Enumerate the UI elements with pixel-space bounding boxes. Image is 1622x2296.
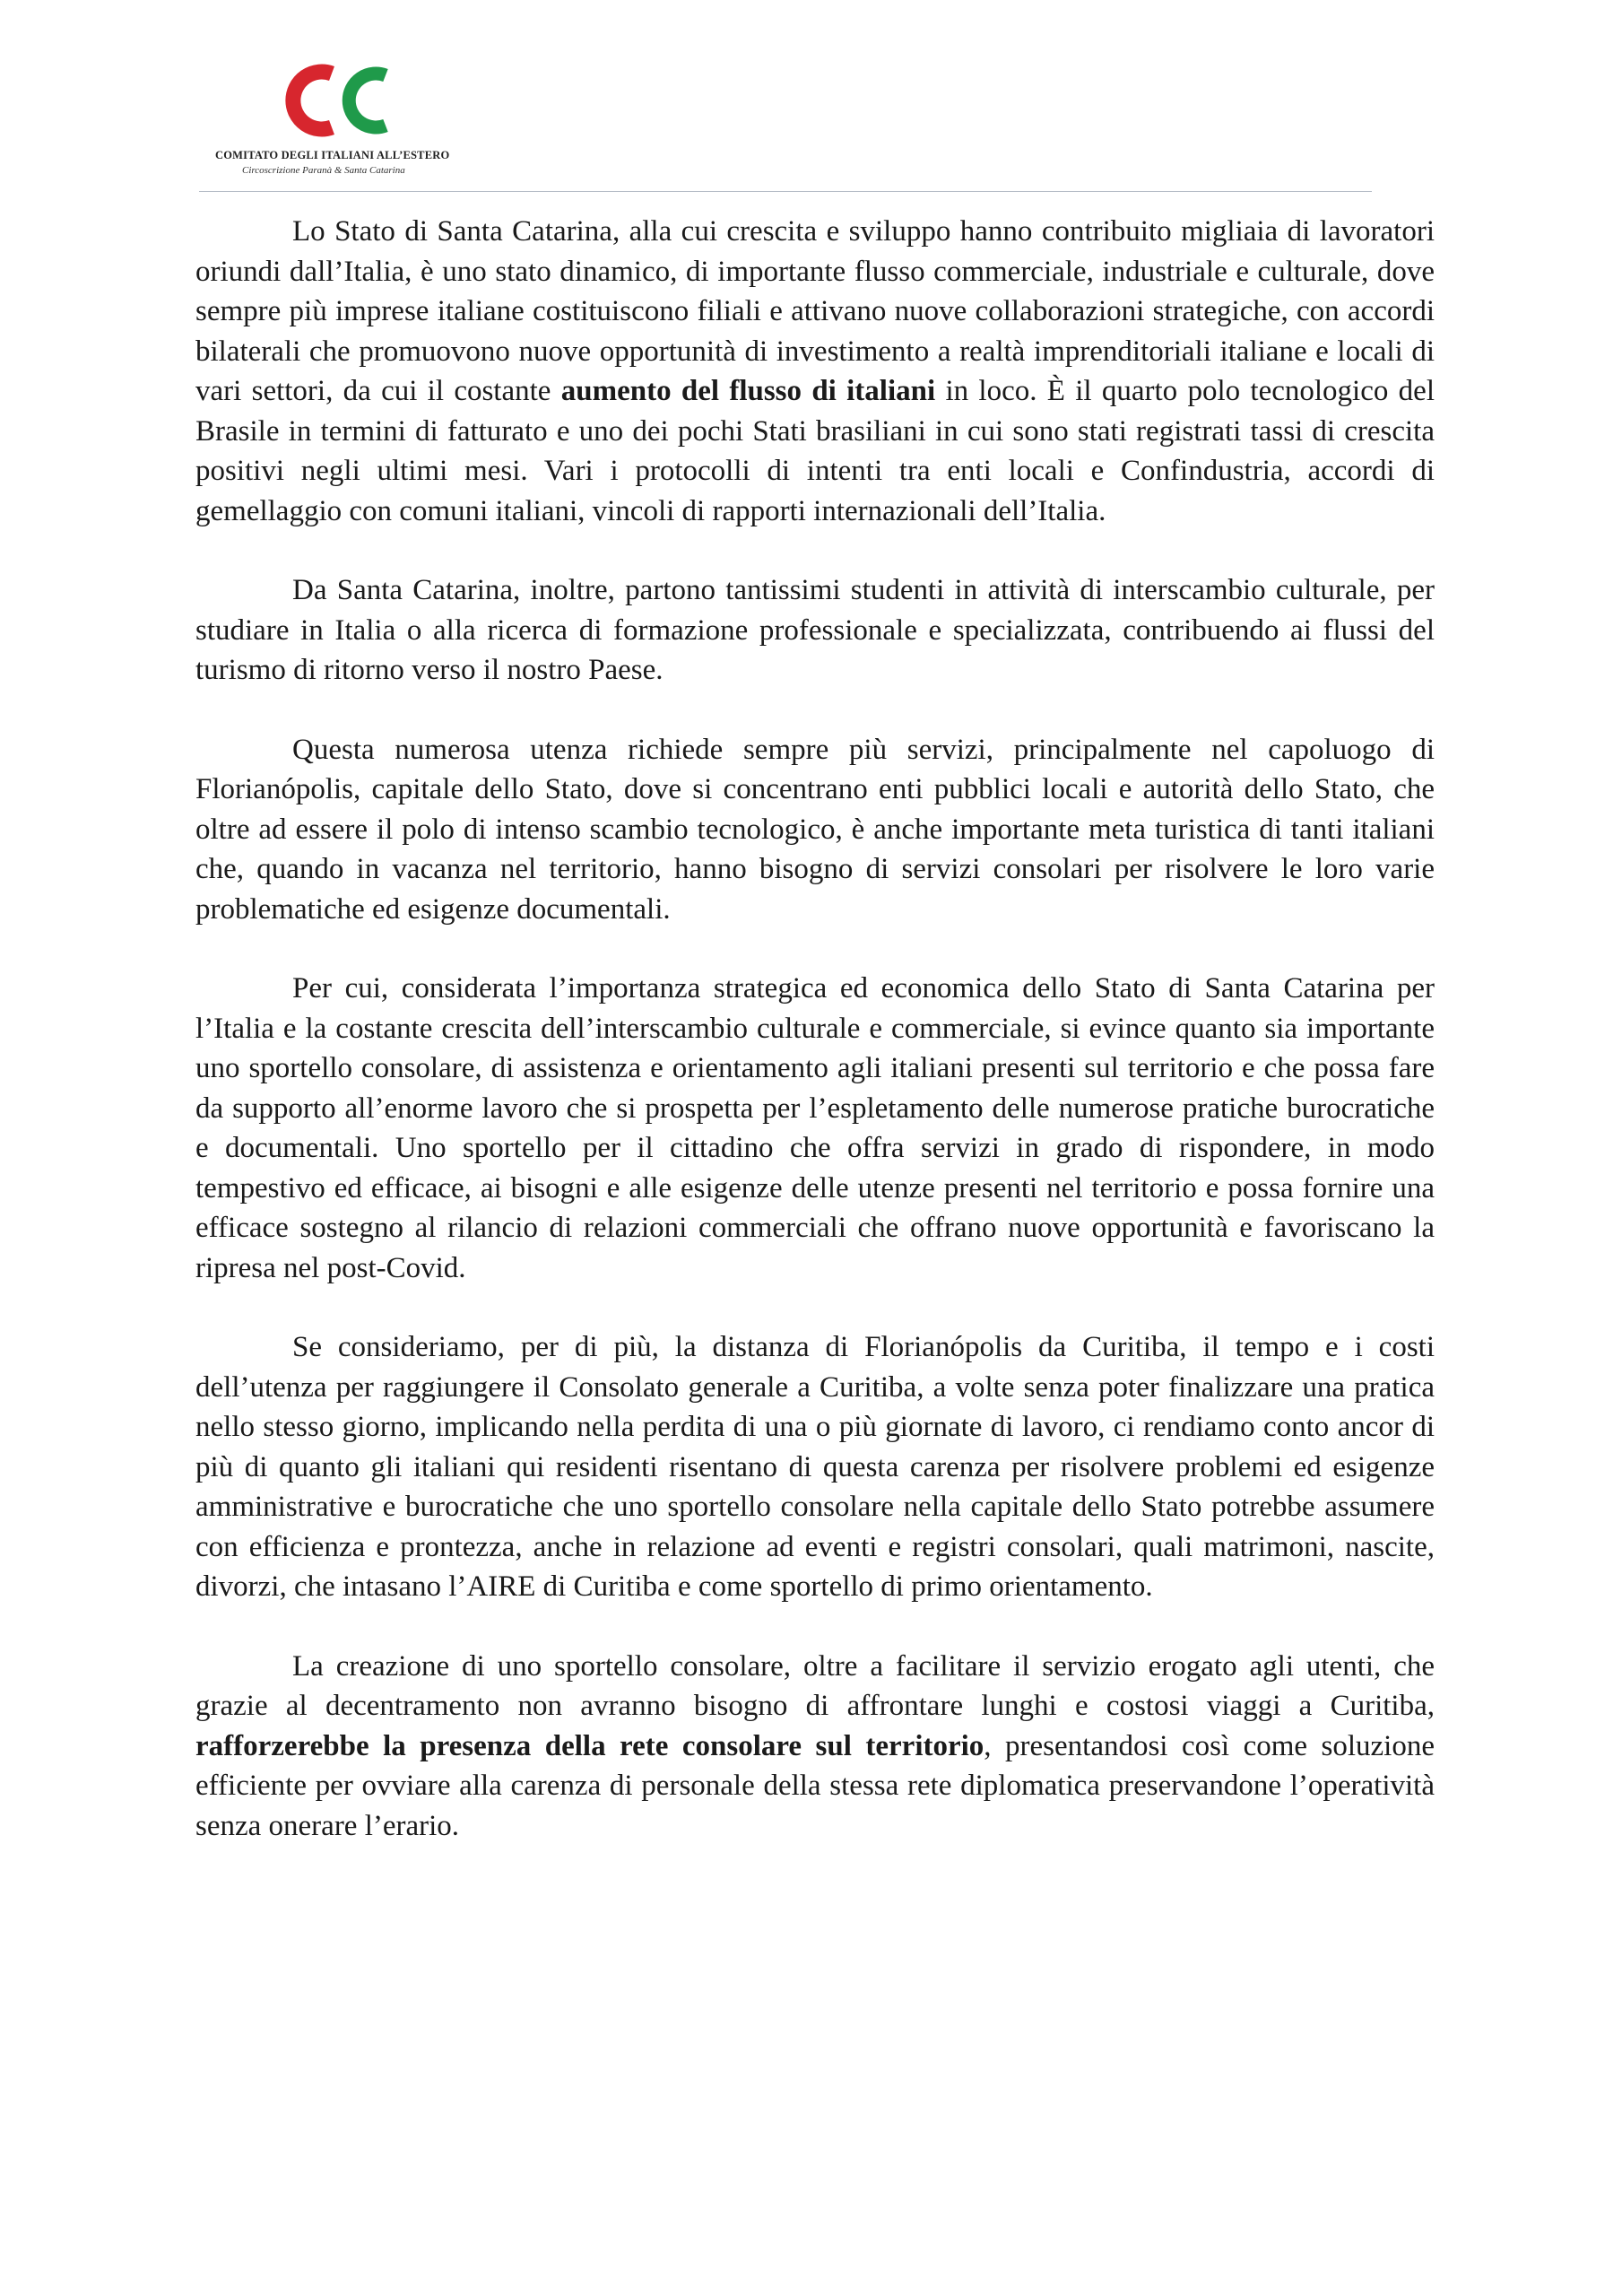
paragraph-text: Da Santa Catarina, inoltre, partono tantissimi studenti in attività di interscambio culturale, per studiare in Italia o alla ricerca di formazione professionale e specializzata, contribuendo ai flussi del turismo di ritorno verso il nostro Paese.: [195, 574, 1435, 686]
organization-name: COMITATO DEGLI ITALIANI ALL’ESTERO: [215, 149, 450, 161]
paragraph-6: [195, 1647, 1435, 1847]
paragraph-text: , presentandosi così come soluzione efficiente per ovviare alla carenza di personale della stessa rete diplomatica preservandone l’operatività senza onerare l’erario.: [195, 1729, 1435, 1842]
letter-body: [195, 212, 1435, 1885]
paragraph-emphasis: aumento del flusso di italiani: [560, 375, 936, 407]
paragraph-4: [195, 969, 1435, 1288]
paragraph-text: Lo Stato di Santa Catarina, alla cui crescita e sviluppo hanno contribuito migliaia di lavoratori oriundi dall’Italia, è uno stato dinamico, di importante flusso commerciale, industriale e culturale, dove sempre più imprese italiane costituiscono filiali e attivano nuove collaborazioni strategiche, con accordi bilaterali che promuovono nuove opportunità di investimento a realtà imprenditoriali italiane e locali di vari settori, da cui il costante: [195, 215, 1435, 407]
paragraph-text: in loco. È il quarto polo tecnologico del Brasile in termini di fatturato e uno dei pochi Stati brasiliani in cui sono stati registrati tassi di crescita positivi negli ultimi mesi. Vari i protocolli di intenti tra enti locali e Confindustria, accordi di gemellaggio con comuni italiani, vincoli di rapporti internazionali dell’Italia.: [195, 375, 1435, 527]
paragraph-1: [195, 212, 1435, 531]
paragraph-2: [195, 570, 1435, 691]
paragraph-3: [195, 730, 1435, 930]
logo-red-c-shape: [293, 72, 332, 129]
paragraph-text: Per cui, considerata l’importanza strategica ed economica dello Stato di Santa Catarina per l’Italia e la costante crescita dell’interscambio culturale e commerciale, si evince quanto sia importante uno sportello consolare, di assistenza e orientamento agli italiani presenti sul territorio e che possa fare da supporto all’enorme lavoro che si prospetta per l’espletamento delle numerose pratiche burocratiche e documentali. Uno sportello per il cittadino che offra servizi in grado di rispondere, in modo tempestivo ed efficace, ai bisogni e alle esigenze delle utenze presenti nel territorio e possa fornire una efficace sostegno al rilancio di relazioni commerciali che offrano nuove opportunità e favoriscano la ripresa nel post-Covid.: [195, 972, 1435, 1284]
paragraph-text: La creazione di uno sportello consolare, oltre a facilitare il servizio erogato agli utenti, che grazie al decentramento non avranno bisogno di affrontare lunghi e costosi viaggi a Curitiba,: [195, 1649, 1435, 1722]
paragraph-emphasis: rafforzerebbe la presenza della rete consolare sul territorio: [195, 1729, 984, 1762]
paragraph-text: Questa numerosa utenza richiede sempre più servizi, principalmente nel capoluogo di Florianópolis, capitale dello Stato, dove si concentrano enti pubblici locali e autorità dello Stato, che oltre ad essere il polo di intenso scambio tecnologico, è anche importante meta turistica di tanti italiani che, quando in vacanza nel territorio, hanno bisogno di servizi consolari per risolvere le loro varie problematiche ed esigenze documentali.: [195, 733, 1435, 926]
logo-green-c-shape: [349, 74, 386, 127]
letterhead: [215, 54, 484, 188]
paragraph-text: Se consideriamo, per di più, la distanza di Florianópolis da Curitiba, il tempo e i costi dell’utenza per raggiungere il Consolato generale a Curitiba, a volte senza poter finalizzare una pratica nello stesso giorno, implicando nella perdita di una o più giornate di lavoro, ci rendiamo conto ancor di più di quanto gli italiani qui residenti risentano di questa carenza per risolvere problemi ed esigenze amministrative e burocratiche che uno sportello consolare nella capitale dello Stato potrebbe assumere con efficienza e prontezza, anche in relazione ad eventi e registri consolari, quali matrimoni, nascite, divorzi, che intasano l’AIRE di Curitiba e come sportello di primo orientamento.: [195, 1331, 1435, 1603]
committee-logo: [271, 56, 405, 145]
paragraph-5: [195, 1327, 1435, 1607]
header-divider: [199, 191, 1372, 192]
organization-subtitle: Circoscrizione Paranà & Santa Catarina: [242, 165, 405, 176]
